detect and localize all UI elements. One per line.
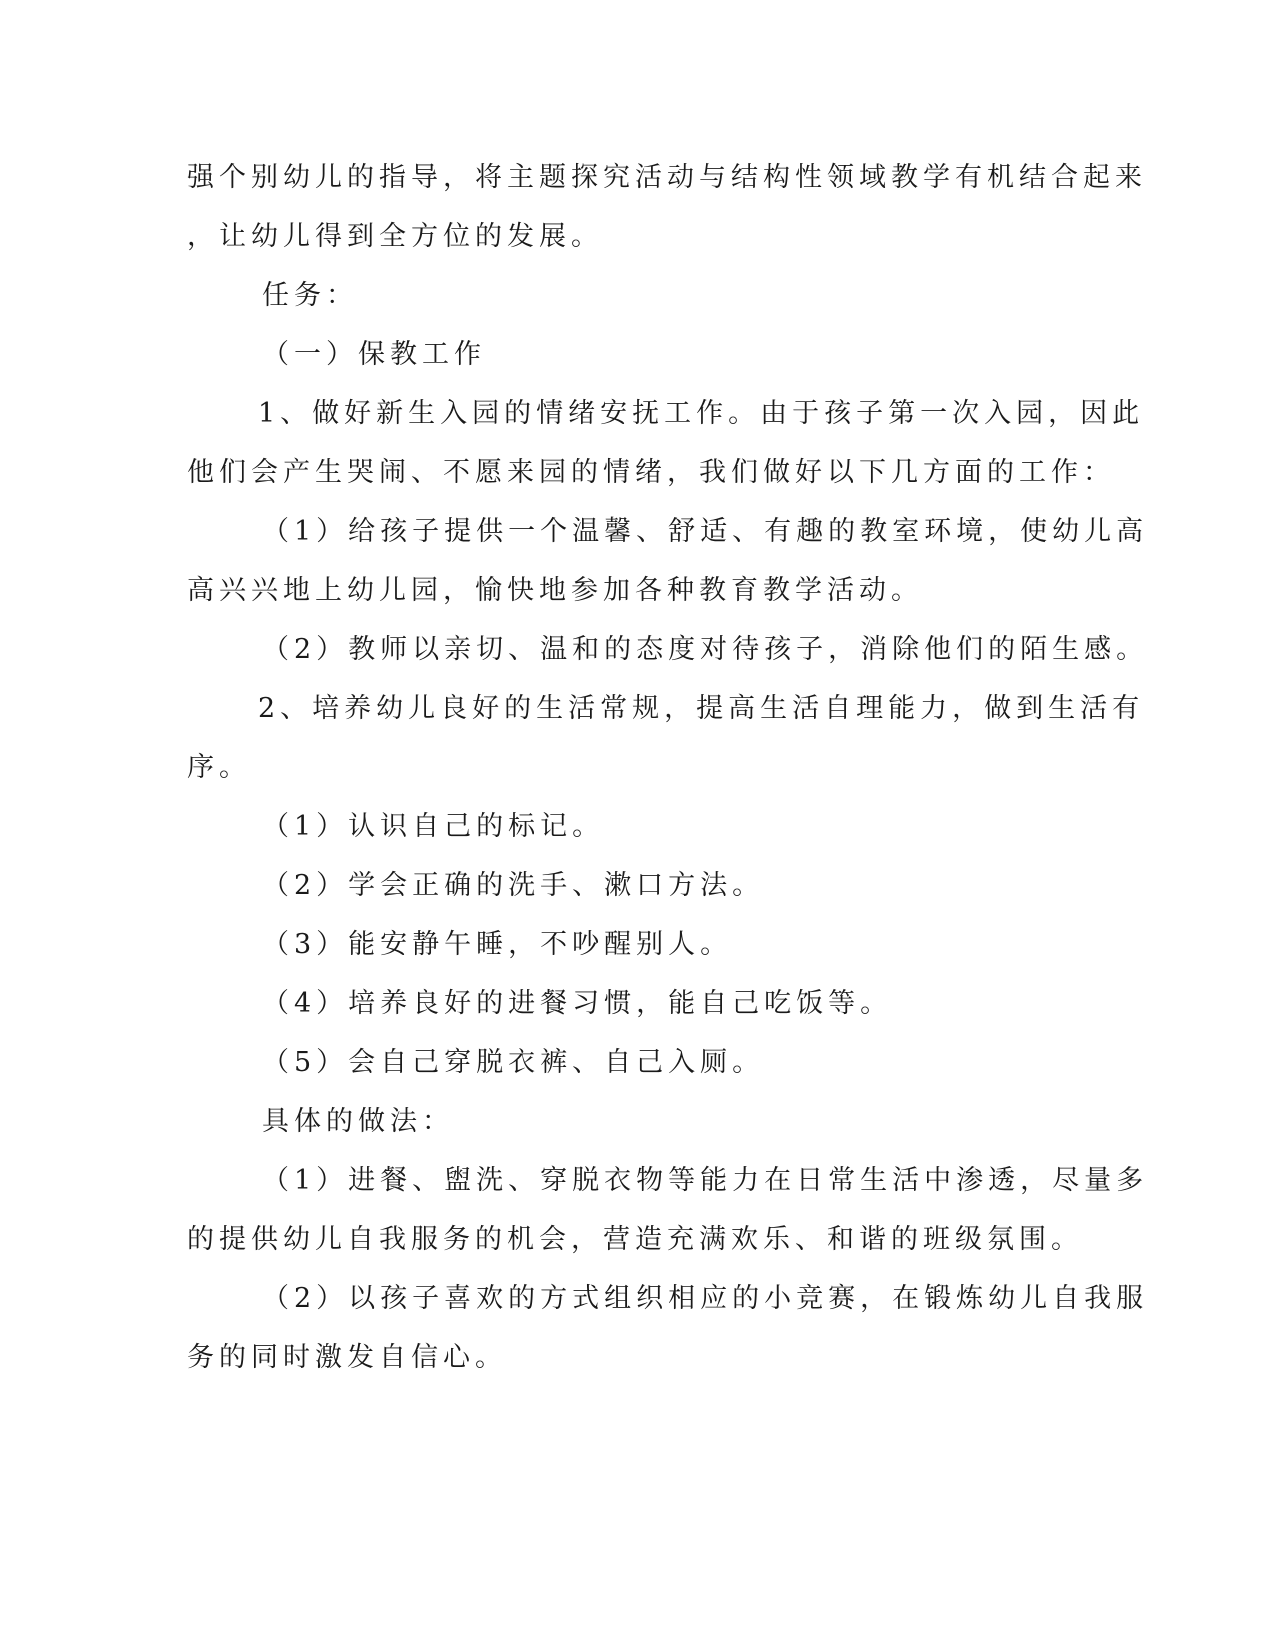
list-item: （3）能安静午睡，不吵醒别人。 bbox=[262, 929, 733, 960]
list-item: （2）学会正确的洗手、漱口方法。 bbox=[262, 870, 765, 901]
section-heading: 任务： bbox=[262, 280, 358, 311]
paragraph-line: 强个别幼儿的指导，将主题探究活动与结构性领域教学有机结合起来 bbox=[187, 162, 1147, 193]
list-item: （5）会自己穿脱衣裤、自己入厕。 bbox=[262, 1047, 765, 1078]
paragraph-line: 务的同时激发自信心。 bbox=[187, 1342, 507, 1373]
paragraph-line: ，让幼儿得到全方位的发展。 bbox=[187, 221, 603, 252]
list-item: （2）教师以亲切、温和的态度对待孩子，消除他们的陌生感。 bbox=[262, 634, 1149, 665]
paragraph-line: 高兴兴地上幼儿园，愉快地参加各种教育教学活动。 bbox=[187, 575, 923, 606]
list-item: （2）以孩子喜欢的方式组织相应的小竞赛，在锻炼幼儿自我服 bbox=[262, 1283, 1149, 1314]
list-item: （1）给孩子提供一个温馨、舒适、有趣的教室环境，使幼儿高 bbox=[262, 516, 1149, 547]
section-heading: （一）保教工作 bbox=[262, 339, 486, 370]
paragraph-line: 2、培养幼儿良好的生活常规，提高生活自理能力，做到生活有 bbox=[258, 693, 1145, 724]
paragraph-line: 1、做好新生入园的情绪安抚工作。由于孩子第一次入园，因此 bbox=[258, 398, 1145, 429]
list-item: （4）培养良好的进餐习惯，能自己吃饭等。 bbox=[262, 988, 893, 1019]
section-heading: 具体的做法： bbox=[262, 1106, 454, 1137]
paragraph-line: 序。 bbox=[187, 752, 251, 783]
list-item: （1）认识自己的标记。 bbox=[262, 811, 605, 842]
paragraph-line: 的提供幼儿自我服务的机会，营造充满欢乐、和谐的班级氛围。 bbox=[187, 1224, 1083, 1255]
list-item: （1）进餐、盥洗、穿脱衣物等能力在日常生活中渗透，尽量多 bbox=[262, 1165, 1149, 1196]
paragraph-line: 他们会产生哭闹、不愿来园的情绪，我们做好以下几方面的工作： bbox=[187, 457, 1115, 488]
